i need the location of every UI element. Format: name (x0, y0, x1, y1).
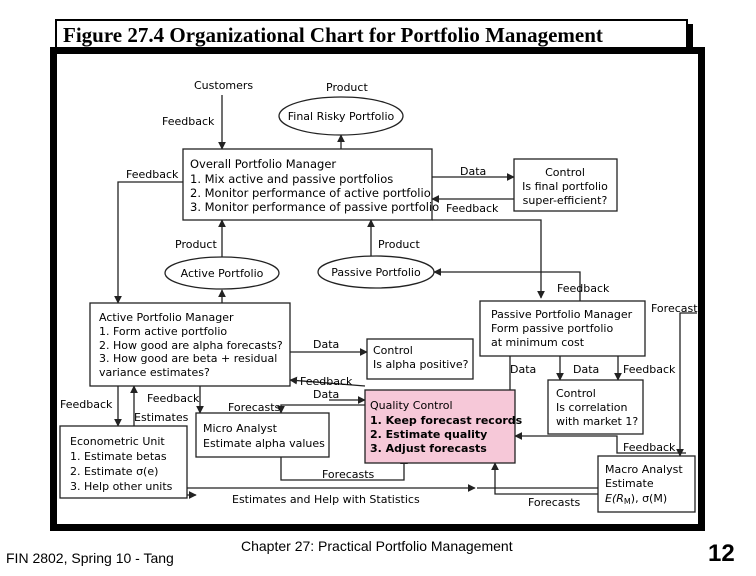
micro-analyst-box (196, 413, 329, 457)
slide-title: Figure 27.4 Organizational Chart for Portfolio Management (63, 23, 603, 47)
svg-text:at minimum cost: at minimum cost (491, 336, 585, 349)
svg-text:super-efficient?: super-efficient? (522, 194, 608, 207)
svg-text:with market 1?: with market 1? (556, 415, 639, 428)
svg-text:Passive Portfolio Manager: Passive Portfolio Manager (491, 308, 633, 321)
svg-text:Active Portfolio: Active Portfolio (180, 267, 264, 280)
svg-text:Econometric Unit: Econometric Unit (70, 435, 165, 448)
quality-control-box (365, 390, 523, 463)
svg-text:3. Adjust forecasts: 3. Adjust forecasts (370, 442, 487, 455)
svg-text:Control: Control (373, 344, 413, 357)
svg-text:Final Risky Portfolio: Final Risky Portfolio (287, 110, 395, 123)
svg-text:1. Form active portfolio: 1. Form active portfolio (99, 325, 228, 338)
label-feedback-econ: Feedback (60, 398, 113, 411)
label-feedback-customers: Feedback (162, 115, 215, 128)
label-feedback-active: Feedback (300, 375, 353, 388)
org-chart (57, 54, 704, 524)
label-feedback-macro: Feedback (623, 441, 676, 454)
passive-portfolio-ellipse (318, 256, 434, 288)
label-forecasts-micro: Forecasts (228, 401, 281, 414)
svg-text:Control: Control (545, 166, 585, 179)
control-efficient-box (514, 159, 617, 211)
svg-text:3. Help other units: 3. Help other units (70, 480, 173, 493)
active-portfolio-ellipse (165, 257, 279, 289)
svg-text:Estimate: Estimate (605, 477, 654, 490)
svg-text:Form passive portfolio: Form passive portfolio (491, 322, 614, 335)
label-forecasts-passive: Forecasts (651, 302, 704, 315)
label-feedback-passive-right: Feedback (623, 363, 676, 376)
label-estimates: Estimates (134, 411, 189, 424)
title-box (55, 19, 688, 49)
label-data-passive-mid: Data (573, 363, 600, 376)
svg-text:2. How good are alpha forecast: 2. How good are alpha forecasts? (99, 339, 283, 352)
label-product-top: Product (326, 81, 368, 94)
passive-manager-box (480, 301, 645, 356)
label-feedback-left: Feedback (126, 168, 179, 181)
diagram-area (57, 54, 704, 524)
svg-text:Estimate alpha values: Estimate alpha values (203, 437, 325, 450)
svg-text:variance estimates?: variance estimates? (99, 366, 210, 379)
svg-text:Micro Analyst: Micro Analyst (203, 422, 277, 435)
label-feedback-passive: Feedback (557, 282, 610, 295)
svg-text:Passive Portfolio: Passive Portfolio (331, 266, 421, 279)
control-correlation-box (548, 380, 643, 434)
svg-text:1. Keep forecast records: 1. Keep forecast records (370, 414, 523, 427)
label-data-active: Data (313, 338, 340, 351)
svg-text:1. Mix active and passive port: 1. Mix active and passive portfolios (190, 172, 394, 186)
svg-text:2. Estimate quality: 2. Estimate quality (370, 428, 488, 441)
macro-analyst-box (598, 456, 695, 512)
svg-text:3. How good are beta + residua: 3. How good are beta + residual (99, 352, 278, 365)
label-data-passive-left: Data (510, 363, 537, 376)
svg-text:Quality Control: Quality Control (370, 399, 453, 412)
svg-text:Is final portfolio: Is final portfolio (522, 180, 608, 193)
label-customers: Customers (194, 79, 254, 92)
svg-text:E(RM), σ(M): E(RM), σ(M) (605, 492, 668, 506)
svg-text:2. Monitor performance of acti: 2. Monitor performance of active portfolio (190, 186, 431, 200)
label-feedback-micro: Feedback (147, 392, 200, 405)
svg-text:Active Portfolio Manager: Active Portfolio Manager (99, 311, 234, 324)
label-forecasts-bottom: Forecasts (322, 468, 375, 481)
page-number: 12 (708, 540, 735, 567)
svg-text:Overall Portfolio Manager: Overall Portfolio Manager (190, 157, 337, 171)
svg-text:2. Estimate σ(e): 2. Estimate σ(e) (70, 465, 159, 478)
label-estimates-help: Estimates and Help with Statistics (232, 493, 420, 506)
svg-text:Macro Analyst: Macro Analyst (605, 463, 683, 476)
footer-chapter: Chapter 27: Practical Portfolio Management (241, 538, 513, 554)
label-forecasts-macro: Forecasts (528, 496, 581, 509)
active-manager-box (90, 303, 290, 386)
label-feedback-overall: Feedback (446, 202, 499, 215)
label-data-overall: Data (460, 165, 487, 178)
svg-text:Is correlation: Is correlation (556, 401, 628, 414)
footer-course: FIN 2802, Spring 10 - Tang (6, 550, 174, 566)
svg-text:1. Estimate betas: 1. Estimate betas (70, 450, 167, 463)
overall-manager-box (183, 149, 439, 220)
svg-text:Is alpha positive?: Is alpha positive? (373, 358, 469, 371)
svg-text:Control: Control (556, 387, 596, 400)
control-alpha-box (367, 339, 473, 379)
svg-text:3. Monitor performance of pass: 3. Monitor performance of passive portfolio (190, 200, 440, 214)
econometric-unit-box (60, 426, 187, 498)
label-product-passive: Product (378, 238, 420, 251)
label-data-quality: Data (313, 388, 340, 401)
label-product-active: Product (175, 238, 217, 251)
final-risky-portfolio-ellipse (279, 97, 403, 135)
